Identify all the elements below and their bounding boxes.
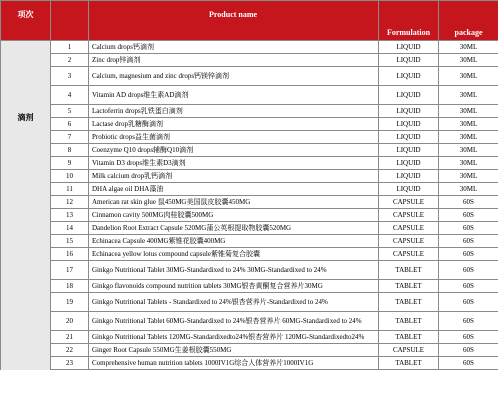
formulation-cell: LIQUID	[379, 144, 439, 157]
table-row	[1, 209, 498, 222]
formulation-cell: TABLET	[379, 357, 439, 370]
package-cell: 30ML	[439, 170, 498, 183]
product-name-cell: DHA algae oil DHA藻油	[89, 183, 379, 196]
formulation-cell: CAPSULE	[379, 344, 439, 357]
row-number-cell: 20	[51, 312, 89, 331]
row-number-cell: 6	[51, 118, 89, 131]
table-row	[1, 261, 498, 280]
package-cell: 60S	[439, 357, 498, 370]
product-name-cell: Probiotic drops益生菌滴剂	[89, 131, 379, 144]
product-name-cell: Ginkgo Nutritional Tablets - Standardixed to 24%银杏营养片-Standardixed to 24%	[89, 293, 379, 312]
table-row	[1, 86, 498, 105]
table-row	[1, 312, 498, 331]
package-cell: 30ML	[439, 86, 498, 105]
formulation-cell: LIQUID	[379, 54, 439, 67]
product-name-cell: Milk calcium drop乳钙滴剂	[89, 170, 379, 183]
table-row	[1, 170, 498, 183]
package-cell: 60S	[439, 312, 498, 331]
formulation-cell: LIQUID	[379, 118, 439, 131]
package-cell: 60S	[439, 344, 498, 357]
product-name-cell: Comprehensive human nutrition tablets 1000IV1G综合人体营养片1000IV1G	[89, 357, 379, 370]
table-row	[1, 157, 498, 170]
header-formulation: Formulation	[379, 1, 439, 41]
table-row	[1, 54, 498, 67]
product-name-cell: Dandelion Root Extract Capsule 520MG蒲公英根提取物胶囊520MG	[89, 222, 379, 235]
row-number-cell: 8	[51, 144, 89, 157]
table-row	[1, 67, 498, 86]
package-cell: 30ML	[439, 41, 498, 54]
formulation-cell: CAPSULE	[379, 235, 439, 248]
package-cell: 30ML	[439, 183, 498, 196]
formulation-cell: CAPSULE	[379, 222, 439, 235]
package-cell: 60S	[439, 222, 498, 235]
row-number-cell: 10	[51, 170, 89, 183]
table-row	[1, 118, 498, 131]
formulation-cell: CAPSULE	[379, 248, 439, 261]
table-row	[1, 248, 498, 261]
package-cell: 60S	[439, 209, 498, 222]
row-number-cell: 23	[51, 357, 89, 370]
product-name-cell: Ginkgo Nutritional Tablets 120MG-Standardixedto24%银杏营养片 120MG-Standardixedto24%	[89, 331, 379, 344]
header-row	[1, 1, 498, 41]
formulation-cell: TABLET	[379, 261, 439, 280]
header-no	[51, 1, 89, 41]
table-row	[1, 222, 498, 235]
product-name-cell: Coenzyme Q10 drops辅酶Q10滴剂	[89, 144, 379, 157]
row-number-cell: 22	[51, 344, 89, 357]
product-name-cell: Calcium drops钙滴剂	[89, 41, 379, 54]
formulation-cell: LIQUID	[379, 105, 439, 118]
table-row	[1, 196, 498, 209]
package-cell: 60S	[439, 235, 498, 248]
table-row	[1, 235, 498, 248]
row-number-cell: 14	[51, 222, 89, 235]
package-cell: 60S	[439, 331, 498, 344]
formulation-cell: TABLET	[379, 331, 439, 344]
product-name-cell: Calcium, magnesium and zinc drops钙镁锌滴剂	[89, 67, 379, 86]
row-number-cell: 5	[51, 105, 89, 118]
row-number-cell: 17	[51, 261, 89, 280]
formulation-cell: LIQUID	[379, 131, 439, 144]
table-row	[1, 131, 498, 144]
formulation-cell: CAPSULE	[379, 196, 439, 209]
product-name-cell: Echinacea yellow lotus compound capsule紫锥菊复合胶囊	[89, 248, 379, 261]
package-cell: 30ML	[439, 144, 498, 157]
product-name-cell: American rat skin glue 鼠450MG美国鼠皮胶囊450MG	[89, 196, 379, 209]
package-cell: 60S	[439, 196, 498, 209]
product-name-cell: Ginkgo Nutritional Tablet 60MG-Standardixed to 24%银杏营养片 60MG-Standardixed to 24%	[89, 312, 379, 331]
package-cell: 30ML	[439, 118, 498, 131]
table-row	[1, 357, 498, 370]
product-name-cell: Ginger Root Capsule 550MG生姜根胶囊550MG	[89, 344, 379, 357]
category-cell	[1, 196, 51, 370]
package-cell: 60S	[439, 261, 498, 280]
table-row	[1, 344, 498, 357]
row-number-cell: 19	[51, 293, 89, 312]
formulation-cell: TABLET	[379, 293, 439, 312]
formulation-cell: LIQUID	[379, 157, 439, 170]
row-number-cell: 9	[51, 157, 89, 170]
product-name-cell: Ginkgo Nutritional Tablet 30MG-Standardixed to 24% 30MG-Standardixed to 24%	[89, 261, 379, 280]
table-row	[1, 331, 498, 344]
product-name-cell: Vitamin AD drops维生素AD滴剂	[89, 86, 379, 105]
product-name-cell: Zinc drop锌滴剂	[89, 54, 379, 67]
header-product-name: Product name	[89, 1, 379, 41]
row-number-cell: 18	[51, 280, 89, 293]
package-cell: 30ML	[439, 157, 498, 170]
table-row	[1, 293, 498, 312]
product-name-cell: Ginkgo flavonoids compound nutrition tablets 30MG银杏黄酮复合营养片30MG	[89, 280, 379, 293]
row-number-cell: 2	[51, 54, 89, 67]
header-category: 项次	[1, 1, 51, 41]
row-number-cell: 4	[51, 86, 89, 105]
formulation-cell: TABLET	[379, 280, 439, 293]
formulation-cell: TABLET	[379, 312, 439, 331]
row-number-cell: 11	[51, 183, 89, 196]
product-name-cell: Lactoferrin drops乳铁蛋白滴剂	[89, 105, 379, 118]
package-cell: 30ML	[439, 131, 498, 144]
package-cell: 30ML	[439, 105, 498, 118]
row-number-cell: 3	[51, 67, 89, 86]
package-cell: 60S	[439, 280, 498, 293]
row-number-cell: 1	[51, 41, 89, 54]
row-number-cell: 12	[51, 196, 89, 209]
package-cell: 30ML	[439, 54, 498, 67]
formulation-cell: LIQUID	[379, 170, 439, 183]
row-number-cell: 16	[51, 248, 89, 261]
product-name-cell: Vitamin D3 drops维生素D3滴剂	[89, 157, 379, 170]
table-row	[1, 144, 498, 157]
formulation-cell: CAPSULE	[379, 209, 439, 222]
formulation-cell: LIQUID	[379, 86, 439, 105]
package-cell: 60S	[439, 248, 498, 261]
table-row	[1, 183, 498, 196]
package-cell: 60S	[439, 293, 498, 312]
product-name-cell: Lactase drop乳糖酶滴剂	[89, 118, 379, 131]
category-cell: 滴剂	[1, 41, 51, 196]
formulation-cell: LIQUID	[379, 41, 439, 54]
product-name-cell: Cinnamon cavity 500MG肉桂胶囊500MG	[89, 209, 379, 222]
row-number-cell: 7	[51, 131, 89, 144]
table-row	[1, 105, 498, 118]
row-number-cell: 13	[51, 209, 89, 222]
row-number-cell: 21	[51, 331, 89, 344]
row-number-cell: 15	[51, 235, 89, 248]
formulation-cell: LIQUID	[379, 67, 439, 86]
table-row	[1, 280, 498, 293]
package-cell: 30ML	[439, 67, 498, 86]
header-package: package	[439, 1, 498, 41]
product-name-cell: Echinacea Capsule 400MG紫锥花胶囊400MG	[89, 235, 379, 248]
formulation-cell: LIQUID	[379, 183, 439, 196]
table-row	[1, 41, 498, 54]
